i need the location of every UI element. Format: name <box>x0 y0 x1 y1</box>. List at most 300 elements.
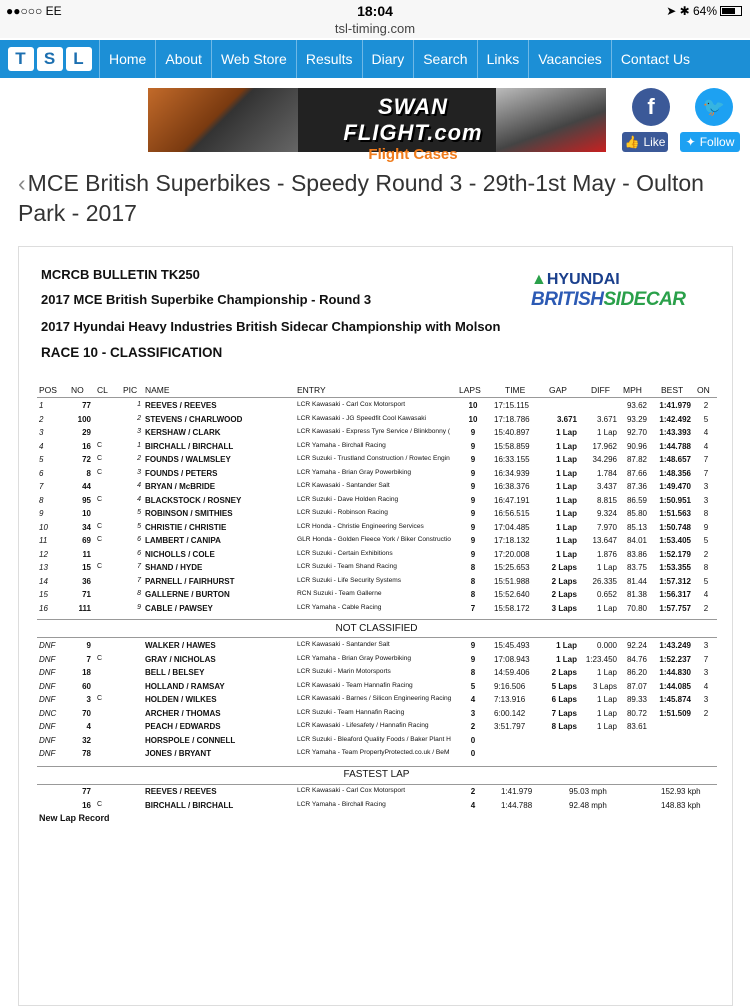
cell-pic: 5 <box>137 522 141 530</box>
cell-no: 60 <box>82 681 91 691</box>
cell-time: 1:41.979 <box>501 787 533 796</box>
follow-label: Follow <box>699 135 735 149</box>
cell-no: 77 <box>82 401 91 410</box>
cell-name: LAMBERT / CANIPA <box>145 536 221 545</box>
cell-entry: LCR Kawasaki - Team Hannafin Racing <box>297 681 413 689</box>
table-row <box>19 604 734 618</box>
cell-on: 3 <box>703 668 709 677</box>
cell-time: 17:18.786 <box>494 414 530 424</box>
cell-best: 1:50.951 <box>659 495 691 505</box>
cell-pic: 8 <box>137 590 141 597</box>
cell-no: 11 <box>82 549 91 559</box>
cell-mph: 93.29 <box>626 414 647 424</box>
table-row <box>19 523 734 537</box>
nav-home[interactable]: Home <box>100 40 156 78</box>
cell-diff: 1 Lap <box>596 603 617 613</box>
cell-time: 3:51.797 <box>494 722 526 731</box>
cell-best: 1:49.470 <box>659 482 691 491</box>
cell-no: 18 <box>82 668 91 677</box>
cell-name: SHAND / HYDE <box>145 563 203 572</box>
cell-gap: 1 Lap <box>556 455 577 464</box>
location-icon: ➤ ✱ <box>666 4 693 18</box>
cell-gap: 1 Lap <box>556 654 577 664</box>
nav-web-store[interactable]: Web Store <box>212 40 297 78</box>
new-lap-record-note: New Lap Record <box>39 813 110 823</box>
cell-no: 100 <box>77 414 91 424</box>
cell-mph: 92.70 <box>626 428 647 437</box>
cell-gap: 1 Lap <box>556 482 577 491</box>
table-row <box>19 482 734 496</box>
cell-kph: 152.93 kph <box>661 787 701 796</box>
cell-diff: 1 Lap <box>596 708 617 718</box>
cell-gap: 2 Laps <box>551 668 577 677</box>
cell-pos: 14 <box>39 576 48 586</box>
col-laps: LAPS <box>459 385 481 395</box>
cell-name: CABLE / PAWSEY <box>145 603 213 613</box>
facebook-icon[interactable] <box>632 88 670 126</box>
cell-laps: 3 <box>470 708 476 718</box>
back-chevron-icon[interactable]: ‹ <box>18 170 26 196</box>
cell-no: 70 <box>82 708 91 718</box>
cell-cl: C <box>97 441 103 449</box>
cell-time: 16:33.155 <box>494 455 530 464</box>
cell-pic: 1 <box>137 441 141 449</box>
cell-entry: LCR Suzuki - Team Hannafin Racing <box>297 708 405 716</box>
cell-time: 6:00.142 <box>494 708 526 718</box>
cell-cl: C <box>97 695 103 702</box>
cell-pic: 3 <box>137 468 141 476</box>
cell-no: 8 <box>86 468 91 478</box>
cell-laps: 4 <box>470 695 476 704</box>
cell-name: BELL / BELSEY <box>145 668 205 677</box>
table-row <box>19 428 734 442</box>
cell-no: 36 <box>82 576 91 586</box>
cell-diff: 13.647 <box>592 536 617 545</box>
cell-mph: 83.86 <box>626 549 647 559</box>
cell-best: 1:57.757 <box>659 603 691 613</box>
cell-no: 10 <box>82 509 91 518</box>
cell-best: 1:44.788 <box>659 441 691 451</box>
cell-entry: LCR Kawasaki - Express Tyre Service / Blinkbonny ( <box>297 428 451 435</box>
cell-on: 5 <box>703 536 709 545</box>
cell-mph: 85.13 <box>626 522 647 532</box>
event-title: MCE British Superbikes - Speedy Round 3 - 29th-1st May - Oulton Park - 2017 <box>18 170 704 226</box>
race-classification-title: RACE 10 - CLASSIFICATION <box>41 345 223 360</box>
cell-entry: LCR Yamaha - Brian Gray Powerbiking <box>297 654 412 662</box>
cell-cl: C <box>97 536 103 543</box>
cell-on: 3 <box>703 695 709 704</box>
cell-time: 15:58.859 <box>494 441 530 451</box>
cell-gap: 3.671 <box>556 414 577 424</box>
cell-name: FOUNDS / PETERS <box>145 468 218 478</box>
cell-entry: LCR Suzuki - Robinson Racing <box>297 509 388 516</box>
nav-links[interactable]: Links <box>478 40 530 78</box>
not-classified-heading: NOT CLASSIFIED <box>335 623 418 634</box>
cell-pos: DNF <box>39 749 56 758</box>
table-row <box>19 655 734 669</box>
cell-laps: 9 <box>470 509 476 518</box>
cell-gap: 5 Laps <box>551 681 577 691</box>
cell-time: 16:47.191 <box>494 495 530 505</box>
cell-time: 16:56.515 <box>494 509 530 518</box>
cell-name: REEVES / REEVES <box>145 401 217 410</box>
cell-name: ARCHER / THOMAS <box>145 708 221 718</box>
cell-no: 111 <box>78 603 91 613</box>
url-bar[interactable]: tsl-timing.com <box>334 21 416 36</box>
cell-best: 1:41.979 <box>659 401 691 410</box>
cell-no: 3 <box>86 695 91 704</box>
cell-gap: 1 Lap <box>556 441 577 451</box>
cell-time: 15:40.897 <box>494 428 530 437</box>
hyundai-wordmark: ▲HYUNDAI <box>531 271 620 288</box>
cell-pos: 5 <box>39 455 44 464</box>
cell-laps: 0 <box>470 735 476 745</box>
cell-name: NICHOLLS / COLE <box>145 549 215 559</box>
cell-mph: 95.03 mph <box>569 787 607 796</box>
nav-search[interactable]: Search <box>414 40 477 78</box>
cell-on: 4 <box>703 590 709 599</box>
cell-laps: 0 <box>470 749 476 758</box>
cell-name: PARNELL / FAIRHURST <box>145 576 235 586</box>
cell-name: REEVES / REEVES <box>145 787 217 796</box>
cell-pic: 2 <box>137 414 141 422</box>
banner-brand <box>338 94 488 163</box>
nc-end-divider <box>37 766 717 767</box>
col-no: NO <box>71 385 84 395</box>
twitter-small-icon: ✦ <box>685 135 696 149</box>
cell-no: 72 <box>82 455 91 464</box>
table-row <box>19 442 734 456</box>
cell-laps: 9 <box>470 536 476 545</box>
cell-time: 15:45.493 <box>494 641 530 650</box>
cell-pic: 4 <box>137 482 141 489</box>
cell-mph: 83.61 <box>626 722 647 731</box>
cell-diff: 1.784 <box>596 468 617 478</box>
cell-diff: 3.671 <box>596 414 617 424</box>
cell-gap: 1 Lap <box>556 495 577 505</box>
table-row <box>19 509 734 523</box>
cell-best: 1:56.317 <box>659 590 691 599</box>
cell-mph: 86.20 <box>626 668 647 677</box>
cell-pos: 4 <box>39 441 44 451</box>
cell-entry: LCR Suzuki - Trustland Construction / Rowtec Engin <box>297 455 450 462</box>
cell-on: 2 <box>703 708 709 718</box>
cell-name: JONES / BRYANT <box>145 749 212 758</box>
cell-pic: 9 <box>137 603 141 611</box>
cell-on: 9 <box>703 522 709 532</box>
col-name: NAME <box>145 385 170 395</box>
cell-pos: 6 <box>39 468 44 478</box>
cell-no: 29 <box>82 428 91 437</box>
cell-lap: 4 <box>470 800 476 810</box>
sidecar-title: 2017 Hyundai Heavy Industries British Sidecar Championship with Molson <box>41 319 501 334</box>
cell-name: HOLDEN / WILKES <box>145 695 217 704</box>
cell-name: PEACH / EDWARDS <box>145 722 221 731</box>
cell-mph: 87.66 <box>626 468 647 478</box>
cell-name: ROBINSON / SMITHIES <box>145 509 233 518</box>
cell-entry: LCR Yamaha - Birchall Racing <box>297 441 386 449</box>
cell-gap: 1 Lap <box>556 641 577 650</box>
cell-laps: 9 <box>470 654 476 664</box>
cell-on: 4 <box>703 681 709 691</box>
cell-diff: 1 Lap <box>596 668 617 677</box>
cell-laps: 5 <box>470 681 476 691</box>
page-title <box>18 168 738 228</box>
cell-best: 1:53.355 <box>659 563 691 572</box>
cell-laps: 9 <box>470 441 476 451</box>
cell-name: CHRISTIE / CHRISTIE <box>145 522 227 532</box>
cell-diff: 1 Lap <box>596 428 617 437</box>
nav-diary[interactable]: Diary <box>363 40 415 78</box>
cell-entry: LCR Suzuki - Marin Motorsports <box>297 668 391 675</box>
table-row <box>19 496 734 510</box>
table-row <box>19 682 734 696</box>
cell-pos: DNC <box>39 708 57 718</box>
cell-cl: C <box>97 800 103 808</box>
cell-gap: 1 Lap <box>556 536 577 545</box>
cell-name: BLACKSTOCK / ROSNEY <box>145 495 242 505</box>
cell-pos: 2 <box>39 414 44 424</box>
cell-cl: C <box>97 455 103 462</box>
cell-laps: 9 <box>470 482 476 491</box>
cell-diff: 34.296 <box>592 455 617 464</box>
logo-letter-l: L <box>66 47 92 71</box>
cell-pic: 5 <box>137 509 141 516</box>
bulletin-id: MCRCB BULLETIN TK250 <box>41 267 200 282</box>
table-row <box>19 577 734 591</box>
tsl-logo[interactable] <box>0 40 100 78</box>
nav-contact-us[interactable]: Contact Us <box>620 51 691 67</box>
swan-flight-banner-ad[interactable] <box>148 88 606 163</box>
cell-diff: 3.437 <box>596 482 617 491</box>
cell-on: 2 <box>703 549 709 559</box>
cell-pic: 7 <box>137 576 141 584</box>
cell-diff: 1 Lap <box>596 695 617 704</box>
cell-no: 71 <box>82 590 91 599</box>
cell-entry: LCR Kawasaki - Lifesafety / Hannafin Racing <box>297 722 429 729</box>
cell-diff: 1 Lap <box>596 563 617 572</box>
cell-mph: 81.38 <box>626 590 647 599</box>
col-time: TIME <box>505 385 526 395</box>
status-bar <box>0 0 750 38</box>
cell-pos: 11 <box>39 536 48 545</box>
logo-letter-t: T <box>8 47 34 71</box>
cell-time: 15:52.640 <box>494 590 530 599</box>
cell-on: 7 <box>703 654 709 664</box>
col-pic: PIC <box>123 385 138 395</box>
cell-gap: 2 Laps <box>551 563 577 572</box>
cell-no: 9 <box>86 641 91 650</box>
cell-pos: DNF <box>39 654 56 664</box>
cell-on: 2 <box>703 401 709 410</box>
cell-best: 1:42.492 <box>659 414 691 424</box>
cell-diff: 1 Lap <box>596 722 617 731</box>
cell-no: 16 <box>82 441 91 451</box>
cell-name: WALKER / HAWES <box>145 641 216 650</box>
facebook-widget <box>622 88 670 152</box>
cell-diff: 1.876 <box>596 549 617 559</box>
table-row <box>19 401 734 415</box>
british-sidecar-wordmark: BRITISHSIDECAR <box>531 289 686 310</box>
championship-title: 2017 MCE British Superbike Championship - Round 3 <box>41 292 372 307</box>
cell-laps: 9 <box>470 522 476 532</box>
nav-results[interactable]: Results <box>297 40 363 78</box>
cell-best: 1:44.085 <box>659 681 691 691</box>
table-row <box>19 695 734 709</box>
cell-mph: 89.33 <box>626 695 647 704</box>
cell-best: 1:57.312 <box>659 576 691 586</box>
table-row <box>19 749 734 763</box>
cell-name: KERSHAW / CLARK <box>145 428 221 437</box>
cell-no: 44 <box>82 482 91 491</box>
table-row <box>19 590 734 604</box>
cell-no: 16 <box>82 800 91 810</box>
cell-mph: 83.75 <box>626 563 647 572</box>
cell-laps: 10 <box>468 401 478 410</box>
cell-time: 17:08.943 <box>494 654 530 664</box>
table-row <box>19 536 734 550</box>
table-row <box>19 415 734 429</box>
cell-time: 17:18.132 <box>494 536 530 545</box>
cell-diff: 7.970 <box>596 522 617 532</box>
cell-pos: DNF <box>39 668 56 677</box>
cell-name: GALLERNE / BURTON <box>145 590 230 599</box>
battery-indicator <box>666 4 742 18</box>
banner-tagline: Flight Cases <box>368 146 458 163</box>
cell-pos: 1 <box>39 401 44 410</box>
cell-pic: 6 <box>137 549 141 557</box>
cell-entry: LCR Kawasaki - Carl Cox Motorsport <box>297 787 406 794</box>
nav-about[interactable]: About <box>156 40 212 78</box>
cell-diff: 1:23.450 <box>585 654 617 664</box>
cell-laps: 7 <box>470 603 476 613</box>
cell-gap: 1 Lap <box>556 428 577 437</box>
cell-time: 17:15.115 <box>494 401 529 410</box>
cell-mph: 93.62 <box>626 401 647 410</box>
col-cl: CL <box>97 385 108 395</box>
cell-on: 5 <box>703 576 709 586</box>
cell-diff: 8.815 <box>596 495 617 505</box>
cell-entry: LCR Kawasaki - Santander Salt <box>297 482 390 489</box>
cell-pic: 1 <box>137 401 141 408</box>
table-row <box>19 550 734 564</box>
cell-pos: DNF <box>39 735 56 745</box>
cell-mph: 81.44 <box>626 576 647 586</box>
cell-time: 1:44.788 <box>501 800 533 810</box>
col-diff: DIFF <box>591 385 610 395</box>
cell-time: 15:58.172 <box>494 603 530 613</box>
col-gap: GAP <box>549 385 567 395</box>
nav-vacancies[interactable]: Vacancies <box>529 40 612 78</box>
cell-entry: LCR Suzuki - Bleaford Quality Foods / Baker Plant H <box>297 735 451 743</box>
table-row <box>19 709 734 723</box>
cell-best: 1:48.356 <box>659 468 691 478</box>
nc-divider <box>37 637 717 638</box>
cell-pic: 2 <box>137 455 141 462</box>
cell-entry: GLR Honda - Golden Fleece York / Biker Constructio <box>297 536 451 543</box>
classified-divider <box>37 619 717 620</box>
cell-pic: 6 <box>137 536 141 543</box>
cell-cl: C <box>97 654 103 662</box>
cell-entry: LCR Yamaha - Brian Gray Powerbiking <box>297 468 412 476</box>
like-label: Like <box>643 135 666 149</box>
cell-lap: 2 <box>470 787 476 796</box>
table-row <box>19 563 734 577</box>
thumbs-up-icon: 👍 <box>624 135 640 149</box>
cell-gap: 1 Lap <box>556 509 577 518</box>
cell-mph: 90.96 <box>626 441 647 451</box>
cell-pic: 3 <box>137 428 141 435</box>
cell-gap: 7 Laps <box>551 708 577 718</box>
col-pos: POS <box>39 385 57 395</box>
cell-kph: 148.83 kph <box>661 800 701 810</box>
cell-name: HOLLAND / RAMSAY <box>145 681 225 691</box>
cell-pos: 12 <box>39 549 48 559</box>
main-nav <box>0 40 750 78</box>
cell-pic: 4 <box>137 495 141 503</box>
cell-laps: 9 <box>470 641 476 650</box>
cell-mph: 84.01 <box>626 536 647 545</box>
cell-gap: 6 Laps <box>551 695 577 704</box>
table-row <box>19 736 734 750</box>
cell-on: 3 <box>703 482 709 491</box>
cell-name: FOUNDS / WALMSLEY <box>145 455 231 464</box>
cell-time: 16:38.376 <box>494 482 530 491</box>
cell-mph: 87.36 <box>626 482 647 491</box>
cell-best: 1:53.405 <box>659 536 691 545</box>
cell-entry: LCR Suzuki - Life Security Systems <box>297 576 402 584</box>
cell-time: 17:04.485 <box>494 522 530 532</box>
cell-diff: 0.000 <box>596 641 617 650</box>
cell-pos: 15 <box>39 590 48 599</box>
twitter-follow-button[interactable] <box>680 132 740 152</box>
cell-no: 7 <box>86 654 91 664</box>
cell-no: 15 <box>82 563 91 572</box>
cell-time: 15:51.988 <box>494 576 530 586</box>
cell-pos: 9 <box>39 509 44 518</box>
cell-entry: LCR Kawasaki - JG Speedfit Cool Kawasaki <box>297 414 426 422</box>
cell-name: BIRCHALL / BIRCHALL <box>145 441 234 451</box>
carrier-signal: ●●○○○ EE <box>6 4 62 18</box>
banner-car-image <box>496 88 606 152</box>
cell-laps: 9 <box>470 549 476 559</box>
table-row <box>19 668 734 682</box>
cell-diff: 9.324 <box>596 509 617 518</box>
facebook-like-button[interactable] <box>622 132 668 152</box>
twitter-bird-icon[interactable]: 🐦 <box>695 88 733 126</box>
cell-diff: 26.335 <box>592 576 617 586</box>
col-entry: ENTRY <box>297 385 326 395</box>
cell-laps: 9 <box>470 468 476 478</box>
table-row <box>19 469 734 483</box>
cell-pos: DNF <box>39 681 56 691</box>
clock: 18:04 <box>357 3 393 19</box>
cell-best: 1:48.657 <box>659 455 691 464</box>
logo-letter-s: S <box>37 47 63 71</box>
cell-laps: 8 <box>470 563 476 572</box>
cell-diff: 17.962 <box>592 441 617 451</box>
cell-no: 32 <box>82 735 91 745</box>
cell-mph: 87.07 <box>626 681 647 691</box>
cell-on: 3 <box>703 495 709 505</box>
cell-time: 17:20.008 <box>494 549 530 559</box>
cell-pos: 10 <box>39 522 48 532</box>
table-row <box>19 455 734 469</box>
cell-gap: 1 Lap <box>556 522 577 532</box>
cell-name: STEVENS / CHARLWOOD <box>145 414 243 424</box>
cell-best: 1:43.249 <box>659 641 691 650</box>
cell-mph: 92.24 <box>626 641 647 650</box>
